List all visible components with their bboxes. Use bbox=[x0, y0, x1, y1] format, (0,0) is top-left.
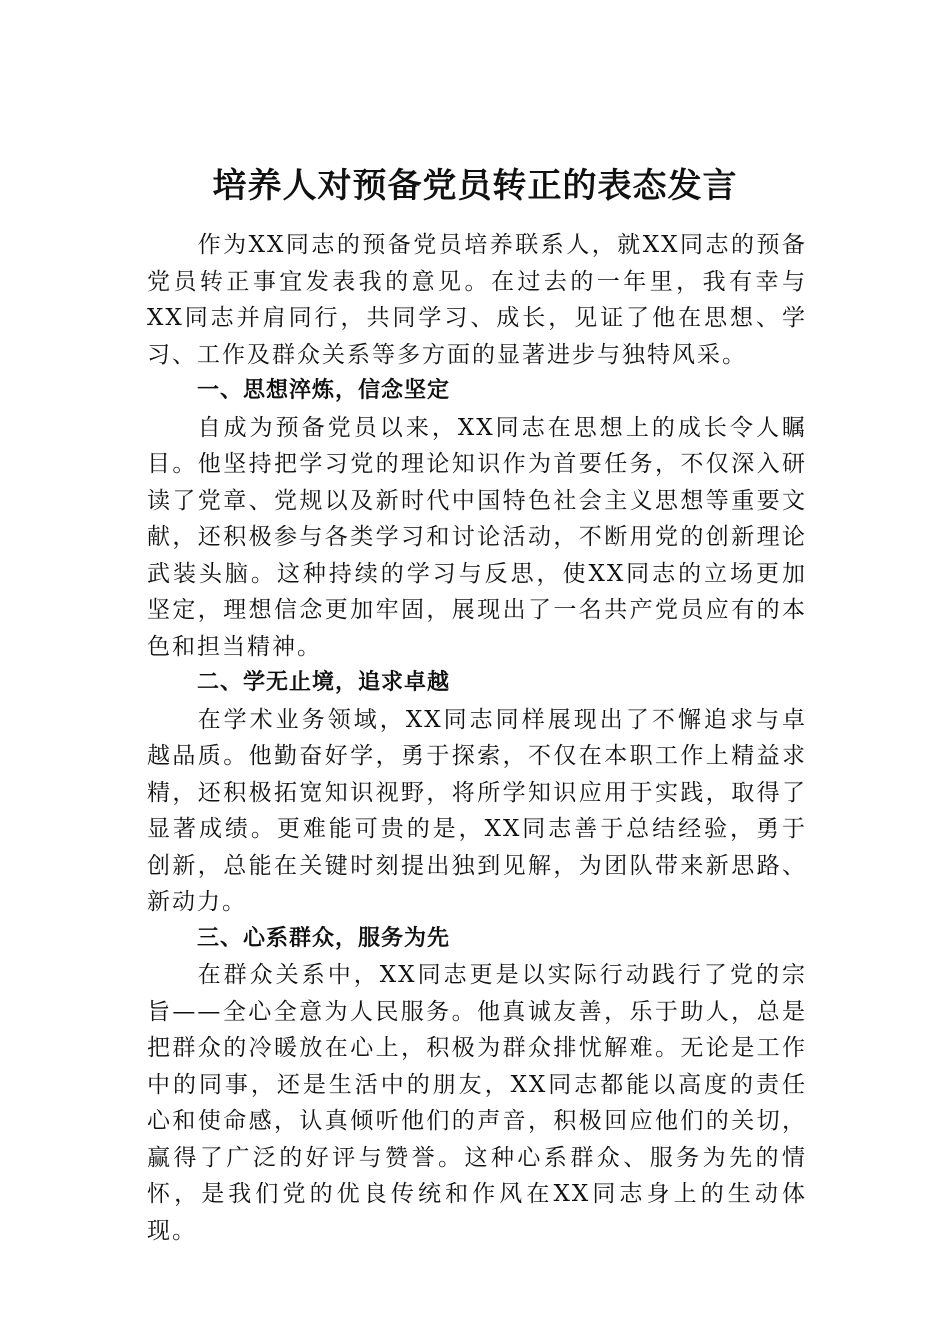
document-title: 培养人对预备党员转正的表态发言 bbox=[212, 166, 738, 206]
section-paragraph: 自成为预备党员以来，XX同志在思想上的成长令人瞩目。他坚持把学习党的理论知识作为首要任务，不仅深入研读了党章、党规以及新时代中国特色社会主义思想等重要文献，还积极参与各类学习和讨论活动，不断用党的创新理论武装头脑。这种持续的学习与反思，使XX同志的立场更加坚定，理想信念更加牢固，展现出了一名共产党员应有的本色和担当精神。 bbox=[147, 414, 807, 660]
section-paragraph: 在群众关系中，XX同志更是以实际行动践行了党的宗旨——全心全意为人民服务。他真诚友善，乐于助人，总是把群众的冷暖放在心上，积极为群众排忧解难。无论是工作中的同事，还是生活中的朋友，XX同志都能以高度的责任心和使命感，认真倾听他们的声音，积极回应他们的关切，赢得了广泛的好评与赞誉。这种心系群众、服务为先的情怀，是我们党的优良传统和作风在XX同志身上的生动体现。 bbox=[147, 962, 807, 1244]
document-body bbox=[147, 227, 807, 1249]
section-3 bbox=[147, 921, 807, 1250]
section-1 bbox=[147, 373, 807, 665]
section-heading: 二、学无止境，追求卓越 bbox=[197, 670, 451, 695]
section-paragraph: 在学术业务领域，XX同志同样展现出了不懈追求与卓越品质。他勤奋好学，勇于探索，不仅在本职工作上精益求精，还积极拓宽知识视野，将所学知识应用于实践，取得了显著成绩。更难能可贵的是，XX同志善于总结经验，勇于创新，总能在关键时刻提出独到见解，为团队带来新思路、新动力。 bbox=[147, 706, 807, 915]
section-2 bbox=[147, 665, 807, 921]
intro-paragraph: 作为XX同志的预备党员培养联系人，就XX同志的预备党员转正事宜发表我的意见。在过去的一年里，我有幸与XX同志并肩同行，共同学习、成长，见证了他在思想、学习、工作及群众关系等多方面的显著进步与独特风采。 bbox=[147, 232, 807, 368]
section-heading: 三、心系群众，服务为先 bbox=[197, 925, 451, 951]
section-heading: 一、思想淬炼，信念坚定 bbox=[197, 378, 451, 403]
